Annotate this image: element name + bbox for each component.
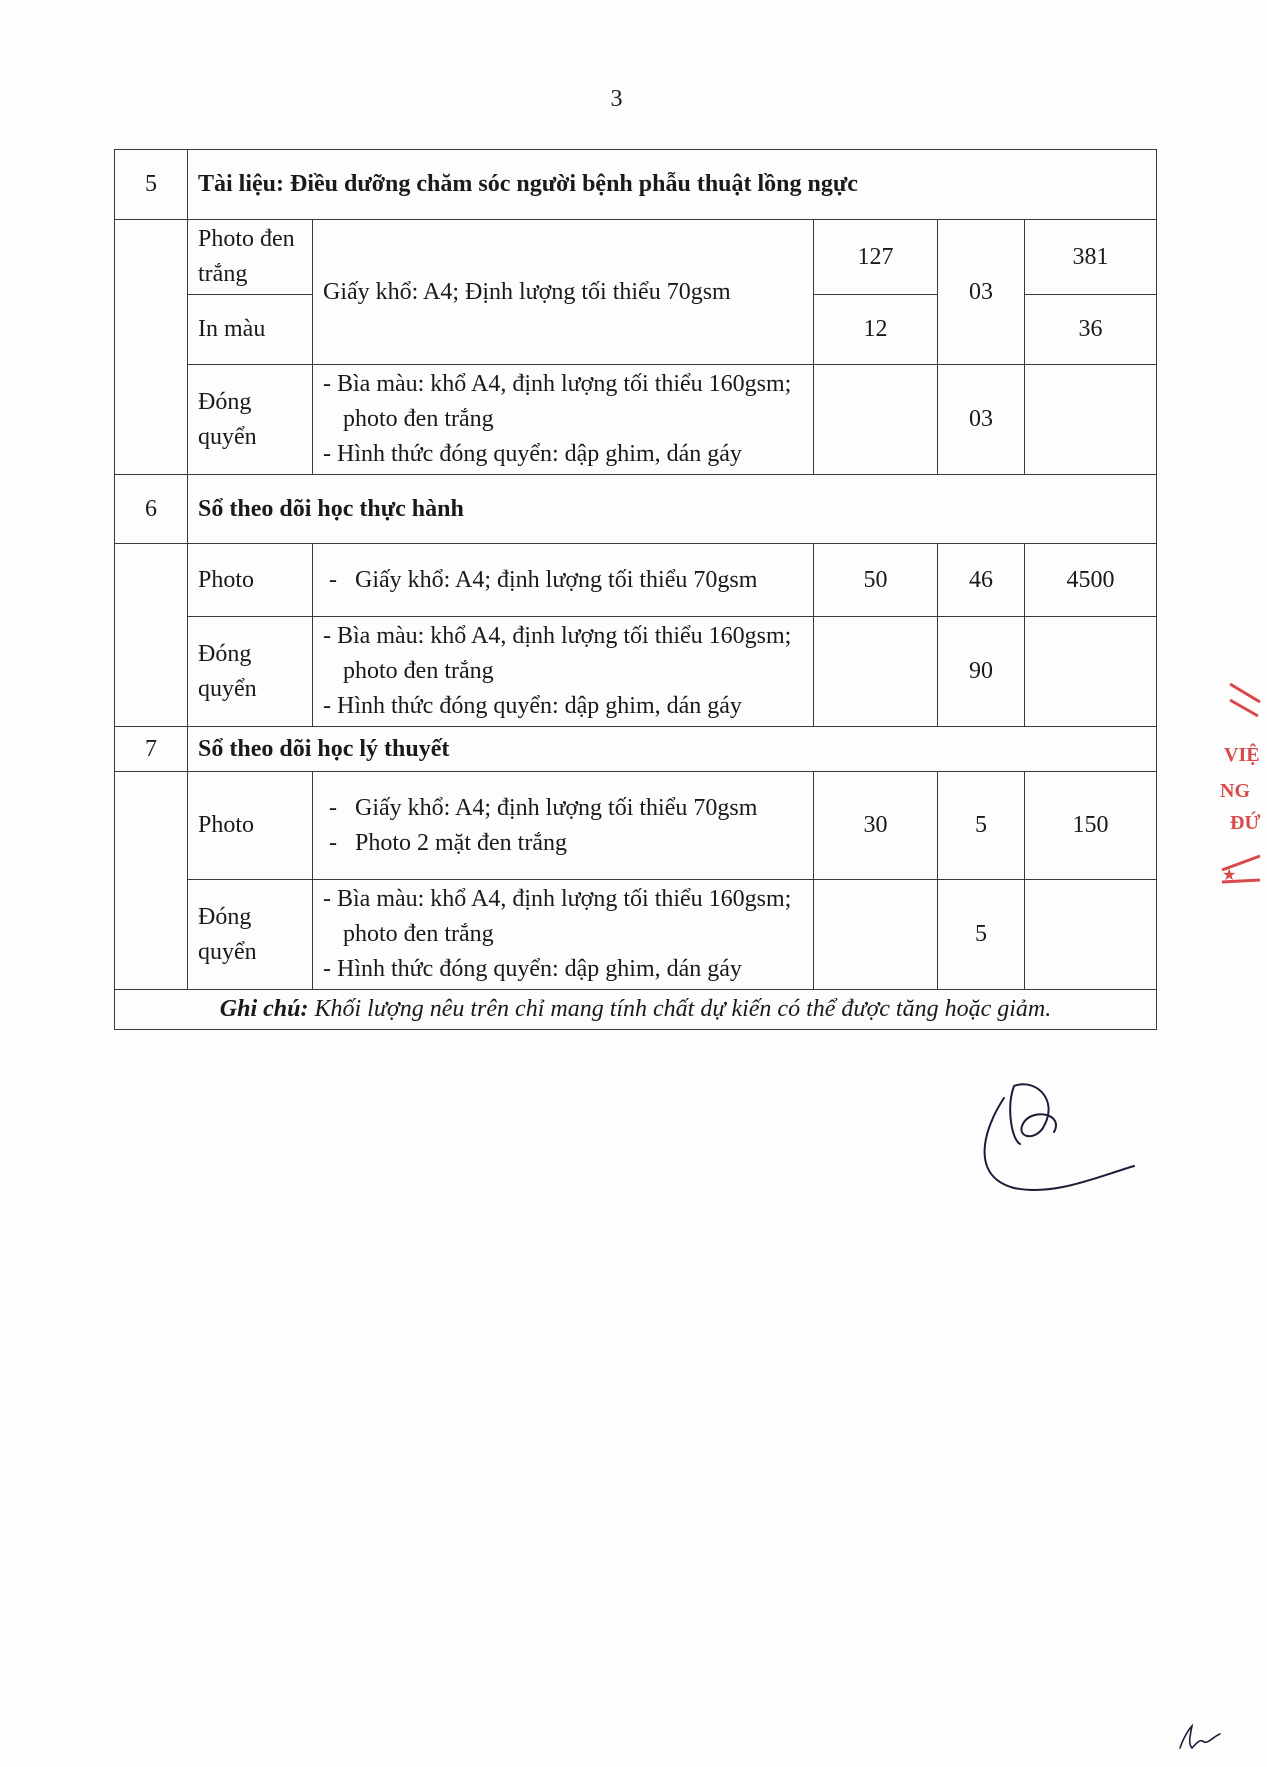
qty-c: 36 bbox=[1025, 295, 1157, 365]
item-spec bbox=[313, 617, 814, 727]
section-header bbox=[115, 475, 1157, 544]
signature-icon bbox=[974, 1078, 1144, 1198]
page-number: 3 bbox=[610, 86, 623, 112]
section-header bbox=[115, 727, 1157, 772]
qty-c: 4500 bbox=[1025, 544, 1157, 617]
item-spec bbox=[313, 772, 814, 880]
spec-line: - Bìa màu: khổ A4, định lượng tối thiểu 160gsm; photo đen trắng bbox=[323, 371, 792, 432]
qty-a: 30 bbox=[814, 772, 938, 880]
item-name: Đóng quyển bbox=[188, 617, 313, 727]
qty-a: 127 bbox=[814, 220, 938, 295]
item-name: Photo bbox=[188, 544, 313, 617]
spec-line: - Hình thức đóng quyển: dập ghim, dán gáy bbox=[323, 441, 742, 467]
section-title: Sổ theo dõi học lý thuyết bbox=[188, 727, 1157, 772]
note-label: Ghi chú: bbox=[219, 996, 309, 1022]
item-name: Đóng quyển bbox=[188, 880, 313, 990]
stamp-text-line: VIỆ bbox=[1224, 744, 1260, 766]
qty-b: 5 bbox=[938, 880, 1025, 990]
table-row bbox=[115, 365, 1157, 475]
qty-b: 03 bbox=[938, 220, 1025, 365]
spec-line: - Giấy khổ: A4; định lượng tối thiểu 70gsm bbox=[323, 563, 803, 598]
spec-line: - Hình thức đóng quyển: dập ghim, dán gáy bbox=[323, 956, 742, 982]
item-spec bbox=[313, 880, 814, 990]
section-number: 6 bbox=[115, 475, 188, 544]
item-spec bbox=[313, 365, 814, 475]
qty-b: 5 bbox=[938, 772, 1025, 880]
qty-a: 50 bbox=[814, 544, 938, 617]
qty-b: 03 bbox=[938, 365, 1025, 475]
item-spec: Giấy khổ: A4; Định lượng tối thiểu 70gsm bbox=[313, 220, 814, 365]
item-name: Photo bbox=[188, 772, 313, 880]
stamp-text-line: ĐỨ bbox=[1230, 812, 1261, 834]
spec-line: - Bìa màu: khổ A4, định lượng tối thiểu 160gsm; photo đen trắng bbox=[323, 886, 792, 947]
spec-line: - Hình thức đóng quyển: dập ghim, dán gáy bbox=[323, 693, 742, 719]
section-header bbox=[115, 150, 1157, 220]
svg-text:★: ★ bbox=[1222, 867, 1237, 884]
note bbox=[115, 990, 1157, 1030]
spec-line: - Photo 2 mặt đen trắng bbox=[323, 826, 803, 861]
qty-c: 150 bbox=[1025, 772, 1157, 880]
note-text: Khối lượng nêu trên chỉ mang tính chất dự kiến có thể được tăng hoặc giảm. bbox=[314, 996, 1052, 1022]
stamp bbox=[1210, 680, 1267, 900]
qty-b: 46 bbox=[938, 544, 1025, 617]
stamp-text-line: NG bbox=[1220, 780, 1250, 802]
table-row bbox=[115, 220, 1157, 295]
item-name: Photo đen trắng bbox=[188, 220, 313, 295]
section-number: 5 bbox=[115, 150, 188, 220]
item-name: In màu bbox=[188, 295, 313, 365]
table-row bbox=[115, 772, 1157, 880]
section-title: Tài liệu: Điều dưỡng chăm sóc người bệnh phẫu thuật lồng ngực bbox=[188, 150, 1157, 220]
section-number: 7 bbox=[115, 727, 188, 772]
section-title: Sổ theo dõi học thực hành bbox=[188, 475, 1157, 544]
spec-line: - Bìa màu: khổ A4, định lượng tối thiểu 160gsm; photo đen trắng bbox=[323, 623, 792, 684]
item-name: Đóng quyển bbox=[188, 365, 313, 475]
spec-line: - Giấy khổ: A4; định lượng tối thiểu 70gsm bbox=[323, 791, 803, 826]
table-row bbox=[115, 880, 1157, 990]
table-row bbox=[115, 617, 1157, 727]
qty-b: 90 bbox=[938, 617, 1025, 727]
items-table bbox=[114, 149, 1157, 1030]
qty-c: 381 bbox=[1025, 220, 1157, 295]
qty-a: 12 bbox=[814, 295, 938, 365]
initials-icon bbox=[1176, 1722, 1224, 1752]
table-row bbox=[115, 544, 1157, 617]
item-spec bbox=[313, 544, 814, 617]
note-row bbox=[115, 990, 1157, 1030]
